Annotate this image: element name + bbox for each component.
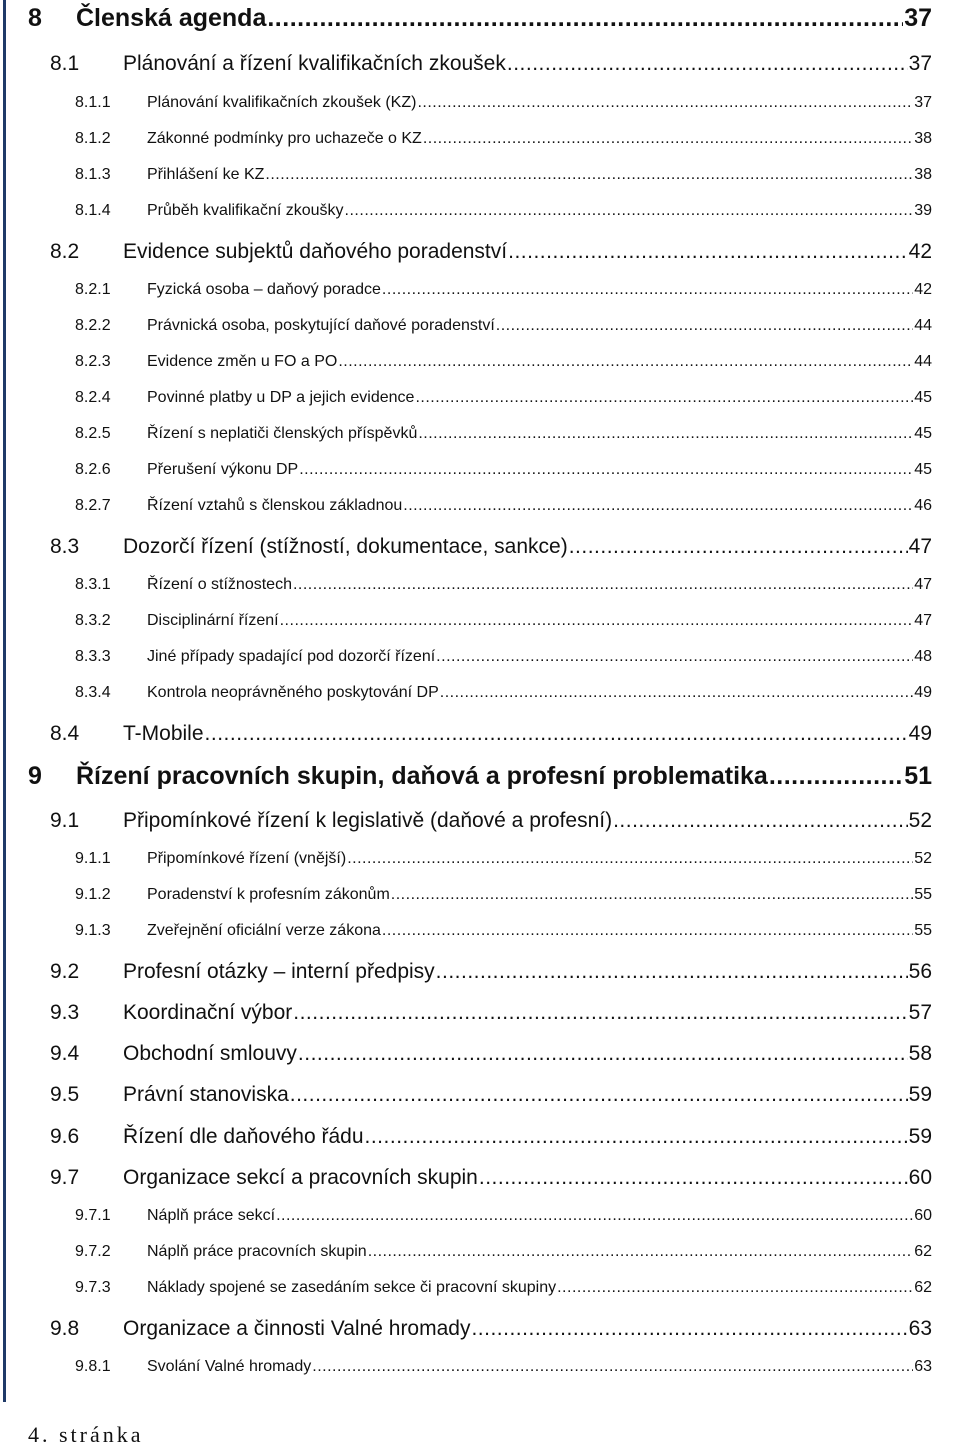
toc-entry-page: 55: [914, 922, 932, 939]
toc-entry-number: 9.1.2: [75, 886, 111, 903]
toc-entry-title: Plánování kvalifikačních zkoušek (KZ): [147, 94, 417, 111]
toc-dot-leader: [613, 810, 908, 831]
toc-entry-title: Organizace sekcí a pracovních skupin: [123, 1166, 478, 1189]
toc-entry-number: 8.4: [50, 722, 80, 745]
toc-dot-leader: [293, 1002, 907, 1023]
toc-entry[interactable]: [28, 6, 932, 31]
toc-entry-title: Plánování a řízení kvalifikačních zkoušek: [123, 52, 506, 75]
toc-entry-page: 63: [914, 1358, 932, 1375]
toc-entry-number: 8.2.3: [75, 353, 111, 370]
toc-dot-leader: [382, 282, 913, 298]
toc-entry-page: 38: [914, 130, 932, 147]
toc-entry-title: Řízení dle daňového řádu: [123, 1125, 364, 1148]
toc-entry-page: 37: [904, 4, 932, 32]
toc-entry[interactable]: [75, 462, 932, 478]
toc-entry-number: 8.2.2: [75, 317, 111, 334]
toc-entry-page: 56: [908, 960, 932, 983]
toc-entry-page: 52: [914, 850, 932, 867]
toc-entry-page: 37: [908, 52, 932, 75]
toc-dot-leader: [508, 241, 908, 262]
toc-dot-leader: [280, 613, 914, 629]
toc-dot-leader: [293, 577, 913, 593]
toc-entry[interactable]: [50, 53, 932, 74]
toc-entry-page: 57: [908, 1001, 932, 1024]
toc-entry-title: Evidence změn u FO a PO: [147, 353, 338, 370]
toc-entry-page: 48: [914, 648, 932, 665]
toc-entry-number: 9.7.2: [75, 1243, 111, 1260]
toc-entry[interactable]: [50, 810, 932, 831]
toc-entry[interactable]: [50, 1318, 932, 1339]
toc-entry[interactable]: [75, 1244, 932, 1260]
toc-entry-number: 9.4: [50, 1042, 80, 1065]
toc-entry-page: 49: [908, 722, 932, 745]
toc-dot-leader: [338, 354, 913, 370]
toc-entry-page: 63: [908, 1317, 932, 1340]
toc-entry-page: 60: [908, 1166, 932, 1189]
toc-entry[interactable]: [75, 649, 932, 665]
toc-dot-leader: [479, 1167, 908, 1188]
toc-entry-page: 52: [908, 809, 932, 832]
toc-entry-number: 9.7: [50, 1166, 80, 1189]
toc-entry-number: 9.1: [50, 809, 80, 832]
toc-entry-title: Evidence subjektů daňového poradenství: [123, 240, 508, 263]
toc-entry[interactable]: [75, 1280, 932, 1296]
toc-entry-page: 44: [914, 353, 932, 370]
toc-entry-title: Profesní otázky – interní předpisy: [123, 960, 435, 983]
toc-entry[interactable]: [50, 1002, 932, 1023]
toc-entry-number: 8.1.1: [75, 94, 111, 111]
toc-entry[interactable]: [50, 1167, 932, 1188]
toc-entry-page: 51: [904, 762, 932, 790]
toc-entry-title: Průběh kvalifikační zkoušky: [147, 202, 344, 219]
toc-entry-page: 45: [914, 389, 932, 406]
toc-dot-leader: [298, 1043, 908, 1064]
toc-dot-leader: [312, 1359, 913, 1375]
toc-dot-leader: [205, 723, 908, 744]
toc-entry-page: 42: [914, 281, 932, 298]
toc-entry[interactable]: [75, 390, 932, 406]
toc-entry-title: Zveřejnění oficiální verze zákona: [147, 922, 381, 939]
toc-entry[interactable]: [50, 536, 932, 557]
toc-entry-number: 8.2.7: [75, 497, 111, 514]
toc-entry-number: 8.3.1: [75, 576, 111, 593]
toc-entry-number: 8: [28, 4, 42, 32]
toc-entry-page: 59: [908, 1083, 932, 1106]
toc-entry[interactable]: [75, 354, 932, 370]
toc-entry-number: 8.1.2: [75, 130, 111, 147]
toc-entry[interactable]: [75, 318, 932, 334]
toc-entry[interactable]: [75, 923, 932, 939]
toc-entry-title: Právní stanoviska: [123, 1083, 289, 1106]
toc-entry-title: Organizace a činnosti Valné hromady: [123, 1317, 471, 1340]
toc-entry-title: Zákonné podmínky pro uchazeče o KZ: [147, 130, 422, 147]
toc-entry-page: 42: [908, 240, 932, 263]
toc-entry[interactable]: [50, 961, 932, 982]
page-footer: 4. stránka: [28, 1422, 144, 1447]
toc-dot-leader: [423, 131, 913, 147]
toc-dot-leader: [267, 6, 903, 31]
toc-dot-leader: [276, 1208, 913, 1224]
toc-entry[interactable]: [75, 426, 932, 442]
toc-dot-leader: [769, 764, 903, 789]
toc-entry-page: 44: [914, 317, 932, 334]
toc-dot-leader: [299, 462, 913, 478]
toc-entry-number: 9.7.3: [75, 1279, 111, 1296]
toc-entry[interactable]: [75, 167, 932, 183]
toc-dot-leader: [440, 685, 913, 701]
toc-entry-title: Řízení o stížnostech: [147, 576, 292, 593]
toc-entry-page: 38: [914, 166, 932, 183]
toc-entry-title: Náplň práce pracovních skupin: [147, 1243, 367, 1260]
toc-dot-leader: [415, 390, 913, 406]
toc-entry-title: Řízení pracovních skupin, daňová a profesní problematika: [76, 762, 768, 790]
toc-entry[interactable]: [75, 577, 932, 593]
toc-entry-title: Přerušení výkonu DP: [147, 461, 299, 478]
toc-entry-title: Právnická osoba, poskytující daňové poradenství: [147, 317, 495, 334]
toc-entry-number: 9.8: [50, 1317, 80, 1340]
toc-entry[interactable]: [75, 498, 932, 514]
toc-entry-page: 62: [914, 1279, 932, 1296]
toc-entry-number: 8.1.4: [75, 202, 111, 219]
toc-entry[interactable]: [75, 203, 932, 219]
toc-entry-number: 9.1.3: [75, 922, 111, 939]
toc-entry-title: Koordinační výbor: [123, 1001, 293, 1024]
toc-entry-title: Připomínkové řízení (vnější): [147, 850, 347, 867]
toc-entry[interactable]: [75, 613, 932, 629]
toc-entry-number: 8.2.1: [75, 281, 111, 298]
toc-entry-page: 49: [914, 684, 932, 701]
toc-dot-leader: [507, 53, 908, 74]
toc-entry-number: 8.2.4: [75, 389, 111, 406]
toc-entry-page: 39: [914, 202, 932, 219]
toc-entry-number: 9: [28, 762, 42, 790]
toc-dot-leader: [569, 536, 908, 557]
toc-dot-leader: [403, 498, 913, 514]
toc-entry-page: 55: [914, 886, 932, 903]
toc-dot-leader: [368, 1244, 914, 1260]
toc-entry-page: 47: [914, 576, 932, 593]
toc-dot-leader: [471, 1318, 907, 1339]
toc-entry[interactable]: [75, 1359, 932, 1375]
toc-entry-number: 8.2: [50, 240, 80, 263]
toc-entry[interactable]: [50, 1084, 932, 1105]
toc-dot-leader: [436, 961, 908, 982]
toc-dot-leader: [436, 649, 913, 665]
toc-entry-number: 8.3: [50, 535, 80, 558]
toc-entry-page: 62: [914, 1243, 932, 1260]
toc-entry-title: Povinné platby u DP a jejich evidence: [147, 389, 415, 406]
toc-dot-leader: [347, 851, 913, 867]
toc-entry-number: 9.7.1: [75, 1207, 111, 1224]
toc-entry-number: 8.2.5: [75, 425, 111, 442]
toc-entry-title: Svolání Valné hromady: [147, 1358, 312, 1375]
toc-entry-page: 46: [914, 497, 932, 514]
toc-dot-leader: [345, 203, 914, 219]
toc-entry-title: Řízení vztahů s členskou základnou: [147, 497, 403, 514]
toc-dot-leader: [365, 1126, 908, 1147]
toc-entry-page: 47: [914, 612, 932, 629]
toc-entry-page: 47: [908, 535, 932, 558]
toc-entry-number: 9.1.1: [75, 850, 111, 867]
toc-entry-page: 60: [914, 1207, 932, 1224]
toc-entry[interactable]: [75, 685, 932, 701]
toc-entry-title: Přihlášení ke KZ: [147, 166, 265, 183]
toc-entry-title: Náplň práce sekcí: [147, 1207, 276, 1224]
toc-entry[interactable]: [75, 95, 932, 111]
toc-entry-title: Členská agenda: [76, 4, 267, 32]
toc-entry-page: 58: [908, 1042, 932, 1065]
toc-entry[interactable]: [75, 282, 932, 298]
toc-entry[interactable]: [75, 851, 932, 867]
toc-dot-leader: [496, 318, 913, 334]
toc-dot-leader: [391, 887, 913, 903]
toc-entry-page: 37: [914, 94, 932, 111]
toc-entry-number: 8.3.4: [75, 684, 111, 701]
toc-entry-title: T-Mobile: [123, 722, 204, 745]
toc-entry-number: 9.6: [50, 1125, 80, 1148]
toc-entry-title: Připomínkové řízení k legislativě (daňové a profesní): [123, 809, 613, 832]
toc-entry[interactable]: [28, 764, 932, 789]
toc-entry-title: Dozorčí řízení (stížností, dokumentace, sankce): [123, 535, 568, 558]
toc-entry-title: Fyzická osoba – daňový poradce: [147, 281, 381, 298]
toc-entry[interactable]: [75, 131, 932, 147]
toc-entry-page: 45: [914, 425, 932, 442]
toc-entry[interactable]: [50, 1126, 932, 1147]
toc-entry-number: 8.1.3: [75, 166, 111, 183]
toc-entry[interactable]: [75, 1208, 932, 1224]
toc-entry[interactable]: [50, 723, 932, 744]
toc-entry[interactable]: [50, 241, 932, 262]
toc-entry-number: 9.2: [50, 960, 80, 983]
toc-dot-leader: [265, 167, 913, 183]
toc-entry[interactable]: [75, 887, 932, 903]
toc-entry-number: 8.1: [50, 52, 80, 75]
toc-dot-leader: [418, 426, 913, 442]
toc-entry[interactable]: [50, 1043, 932, 1064]
toc-entry-page: 59: [908, 1125, 932, 1148]
toc-dot-leader: [417, 95, 913, 111]
toc-entry-title: Disciplinární řízení: [147, 612, 279, 629]
toc-entry-title: Jiné případy spadající pod dozorčí řízení: [147, 648, 436, 665]
toc-entry-title: Náklady spojené se zasedáním sekce či pracovní skupiny: [147, 1279, 557, 1296]
toc-entry-title: Obchodní smlouvy: [123, 1042, 297, 1065]
toc-entry-number: 8.3.2: [75, 612, 111, 629]
toc-entry-title: Kontrola neoprávněného poskytování DP: [147, 684, 439, 701]
toc-dot-leader: [382, 923, 913, 939]
toc-entry-number: 8.2.6: [75, 461, 111, 478]
toc-dot-leader: [290, 1084, 908, 1105]
toc-entry-number: 8.3.3: [75, 648, 111, 665]
toc-entry-number: 9.8.1: [75, 1358, 111, 1375]
toc-entry-number: 9.5: [50, 1083, 80, 1106]
toc-entry-page: 45: [914, 461, 932, 478]
toc-dot-leader: [557, 1280, 913, 1296]
left-margin-rule: [3, 0, 6, 1402]
toc-entry-title: Řízení s neplatiči členských příspěvků: [147, 425, 418, 442]
toc-entry-number: 9.3: [50, 1001, 80, 1024]
toc-entry-title: Poradenství k profesním zákonům: [147, 886, 390, 903]
